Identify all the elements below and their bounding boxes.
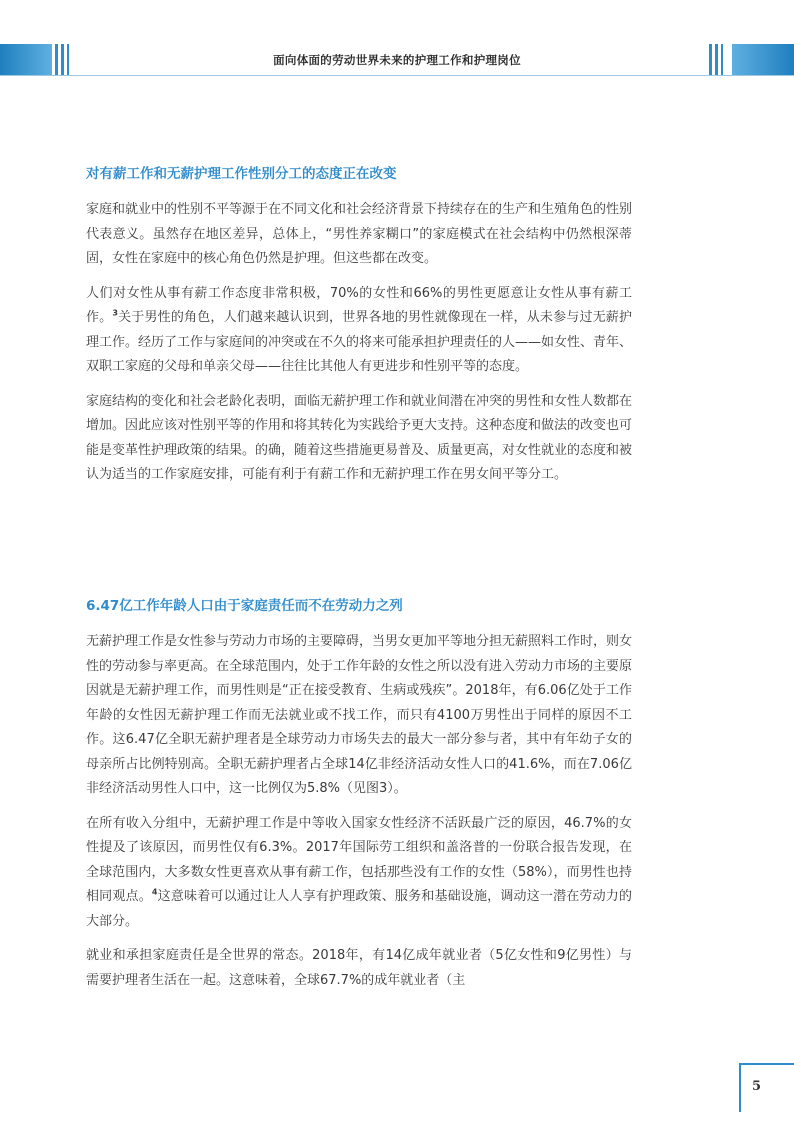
section-workforce	[86, 594, 632, 1003]
paragraph: 家庭和就业中的性别不平等源于在不同文化和社会经济背景下持续存在的生产和生殖角色的性别代表意义。虽然存在地区差异，总体上，“男性养家糊口”的家庭模式在社会结构中仍然根深蒂固，女性在家庭中的核心角色仍然是护理。但这些都在改变。	[86, 202, 633, 266]
running-header-title: 面向体面的劳动世界未来的护理工作和护理岗位	[273, 53, 521, 67]
footnote-marker: 3	[112, 308, 118, 318]
section-heading: 对有薪工作和无薪护理工作性别分工的态度正在改变	[86, 166, 397, 182]
footnote-marker: 4	[151, 887, 158, 897]
page-number-frame	[739, 1063, 794, 1112]
paragraph: 就业和承担家庭责任是全世界的常态。2018年，有14亿成年就业者（5亿女性和9亿男性）与需要护理者生活在一起。这意味着，全球67.7%的成年就业者（主	[86, 948, 632, 988]
paragraph: 无薪护理工作是女性参与劳动力市场的主要障碍，当男女更加平等地分担无薪照料工作时，则女性的劳动参与率更高。在全球范围内，处于工作年龄的女性之所以没有进入劳动力市场的主要原因就是无薪护理工作，而男性则是“正在接受教育、生病或残疾”。2018年，有6.06亿处于工作年龄的女性因无薪护理工作而无法就业或不找工作，而只有4100万男性出于同样的原因不工作。这6.47亿全职无薪护理者是全球劳动力市场失去的最大一部分参与者，其中有年幼子女的母亲所占比例特别高。全职无薪护理者占全球14亿非经济活动女性人口的41.6%，而在7.06亿非经济活动男性人口中，这一比例仅为5.8%（见图3）。	[86, 634, 633, 796]
paragraph: 人们对女性从事有薪工作态度非常积极，70%的女性和66%的男性更愿意让女性从事有薪工作。$^3$关于男性的角色，人们越来越认识到，世界各地的男性就像现在一样，从未参与过无薪护理工作。经历了工作与家庭间的冲突或在不久的将来可能承担护理责任的人——如女性、青年、双职工家庭的父母和单亲父母——往往比其他人有更进步和性别平等的态度。	[86, 285, 633, 374]
section-attitudes	[86, 162, 632, 498]
header-rule	[0, 75, 794, 76]
paragraph: 家庭结构的变化和社会老龄化表明，面临无薪护理工作和就业间潜在冲突的男性和女性人数都在增加。因此应该对性别平等的作用和将其转化为实践给予更大支持。这种态度和做法的改变也可能是变革性护理政策的结果。的确，随着这些措施更易普及、质量更高，对女性就业的态度和被认为适当的工作家庭安排，可能有利于有薪工作和无薪护理工作在男女间平等分工。	[86, 393, 633, 482]
page-number: 5	[752, 1079, 762, 1094]
section-heading: 6.47亿工作年龄人口由于家庭责任而不在劳动力之列	[86, 598, 403, 614]
paragraph: 在所有收入分组中，无薪护理工作是中等收入国家女性经济不活跃最广泛的原因，46.7%的女性提及了该原因，而男性仅有6.3%。2017年国际劳工组织和盖洛普的一份联合报告发现，在全球范围内，大多数女性更喜欢从事有薪工作，包括那些没有工作的女性（58%），而男性也持相同观点。$^4$这意味着可以通过让人人享有护理政策、服务和基础设施，调动这一潜在劳动力的大部分。	[86, 815, 632, 929]
